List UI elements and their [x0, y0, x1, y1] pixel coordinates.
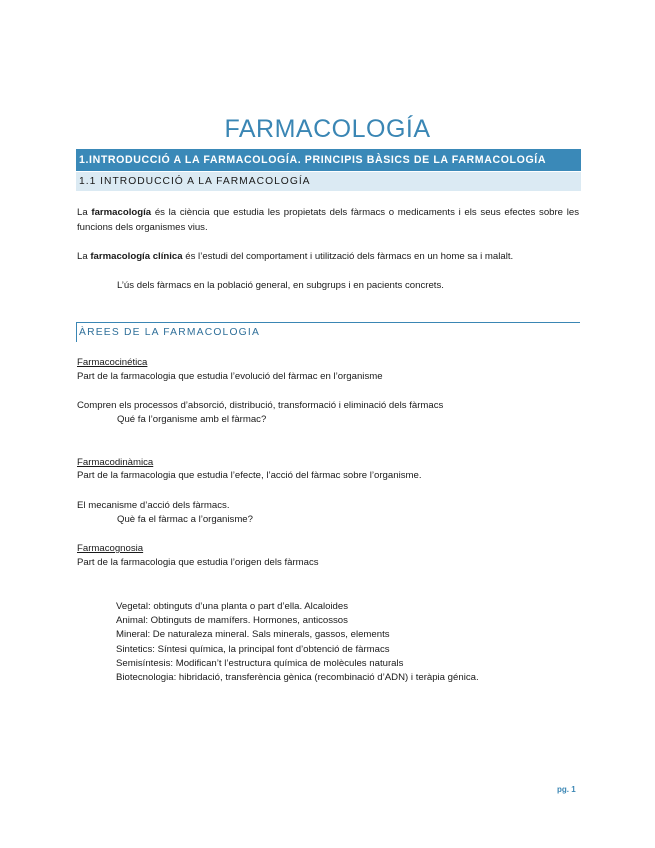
area-name: Farmacodinàmica	[77, 457, 154, 468]
intro-paragraph-1	[77, 206, 579, 235]
area-definition: Part de la farmacologia que estudia l’efecte, l’acció del fàrmac sobre l’organisme.	[77, 470, 422, 481]
origin-item: Vegetal: obtinguts d’una planta o part d’ella. Alcaloides	[116, 601, 349, 612]
intro-p1-pre: La	[77, 207, 92, 218]
origin-item: Animal: Obtinguts de mamífers. Hormones, anticossos	[116, 615, 348, 626]
intro-p2-bold: farmacología clínica	[90, 251, 183, 262]
area-name: Farmacognosia	[77, 543, 144, 554]
intro-p2-pre: La	[77, 251, 91, 262]
heading-2: 1.1 INTRODUCCIÓ A LA FARMACOLOGÍA	[76, 172, 581, 191]
area-question: Què fa el fàrmac a l’organisme?	[117, 514, 253, 525]
area-definition: Part de la farmacologia que estudia l’evolució del fàrmac en l’organisme	[77, 371, 383, 382]
origin-item: Sintetics: Síntesi química, la principal font d’obtenció de fàrmacs	[116, 644, 390, 655]
page-number: pg. 1	[557, 785, 576, 794]
area-detail: El mecanisme d’acció dels fàrmacs.	[77, 500, 230, 511]
area-name: Farmacocinética	[77, 357, 148, 368]
origin-item: Mineral: De naturaleza mineral. Sals minerals, gassos, elements	[116, 629, 390, 640]
intro-p2-post: és l’estudi del comportament i utilització dels fàrmacs en un home sa i malalt.	[182, 251, 514, 262]
area-definition: Part de la farmacologia que estudia l’origen dels fàrmacs	[77, 557, 319, 568]
origin-item: Biotecnologia: hibridació, transferència gènica (recombinació d’ADN) i teràpia génica.	[116, 672, 479, 683]
area-detail: Compren els processos d’absorció, distribució, transformació i eliminació dels fàrmacs	[77, 400, 444, 411]
origin-item: Semisíntesis: Modifican’t l’estructura química de molècules naturals	[116, 658, 404, 669]
heading-1: 1.INTRODUCCIÓ A LA FARMACOLOGÍA. PRINCIPIS BÀSICS DE LA FARMACOLOGÍA	[76, 149, 581, 171]
intro-p1-bold: farmacología	[91, 207, 152, 218]
intro-paragraph-2	[77, 250, 579, 265]
area-question: Qué fa l’organisme amb el fàrmac?	[117, 414, 267, 425]
intro-p1-post: és la ciència que estudia les propietats dels fàrmacs o medicaments i els seus efectes sobre les funcions dels organismes vius.	[77, 207, 579, 233]
document-title: FARMACOLOGÍA	[224, 115, 431, 143]
intro-paragraph-3: L’ús dels fàrmacs en la població general, en subgrups i en pacients concrets.	[117, 280, 444, 291]
section-title: ÀREES DE LA FARMACOLOGIA	[76, 322, 580, 342]
